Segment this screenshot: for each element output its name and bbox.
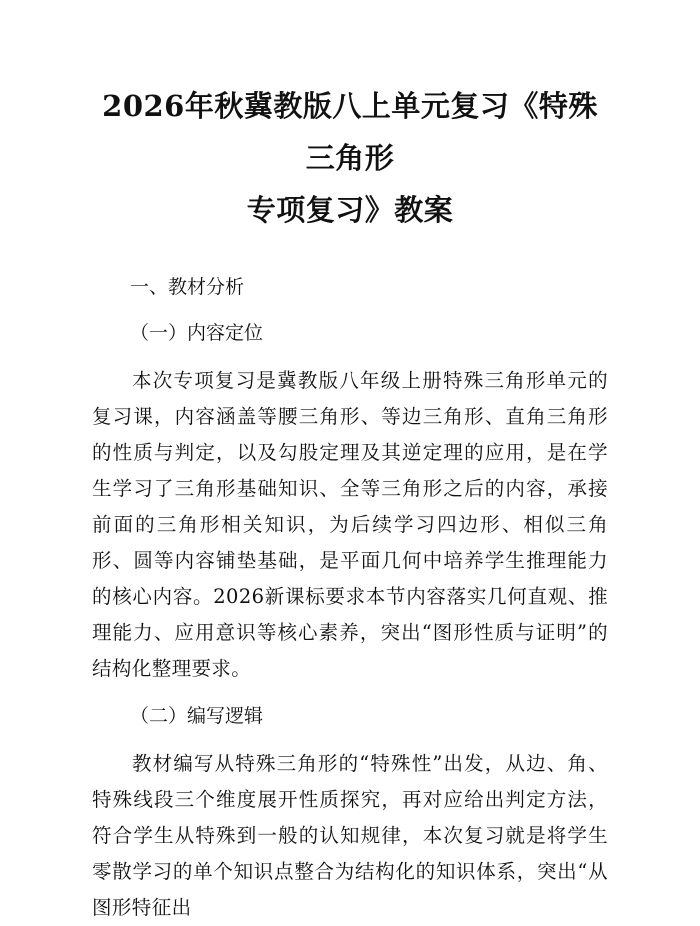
paragraph-writing-logic: 教材编写从特殊三角形的“特殊性”出发，从边、角、特殊线段三个维度展开性质探究，再对应给出判定方法，符合学生从特殊到一般的认知规律，本次复习就是将学生零散学习的单个知识点整合为结构化的知识体系，突出“从图形特征出 [92, 752, 608, 919]
title-line-1: 2026年秋冀教版八上单元复习《特殊三角形 [102, 89, 598, 175]
subsection-heading-writing-logic: （二）编写逻辑 [130, 705, 264, 727]
section-heading-teaching-material-analysis: 一、教材分析 [130, 276, 245, 298]
paragraph-content-positioning: 本次专项复习是冀教版八年级上册特殊三角形单元的复习课，内容涵盖等腰三角形、等边三角形、直角三角形的性质与判定，以及勾股定理及其逆定理的应用，是在学生学习了三角形基础知识、全等三角形之后的内容，承接前面的三角形相关知识，为后续学习四边形、相似三角形、圆等内容铺垫基础，是平面几何中培养学生推理能力的核心内容。2026新课标要求本节内容落实几何直观、推理能力、应用意识等核心素养，突出“图形性质与证明”的结构化整理要求。 [92, 369, 608, 680]
title-line-2: 专项复习》教案 [246, 193, 454, 227]
document-title [92, 0, 608, 236]
subsection-heading-content-positioning: （一）内容定位 [130, 322, 264, 344]
